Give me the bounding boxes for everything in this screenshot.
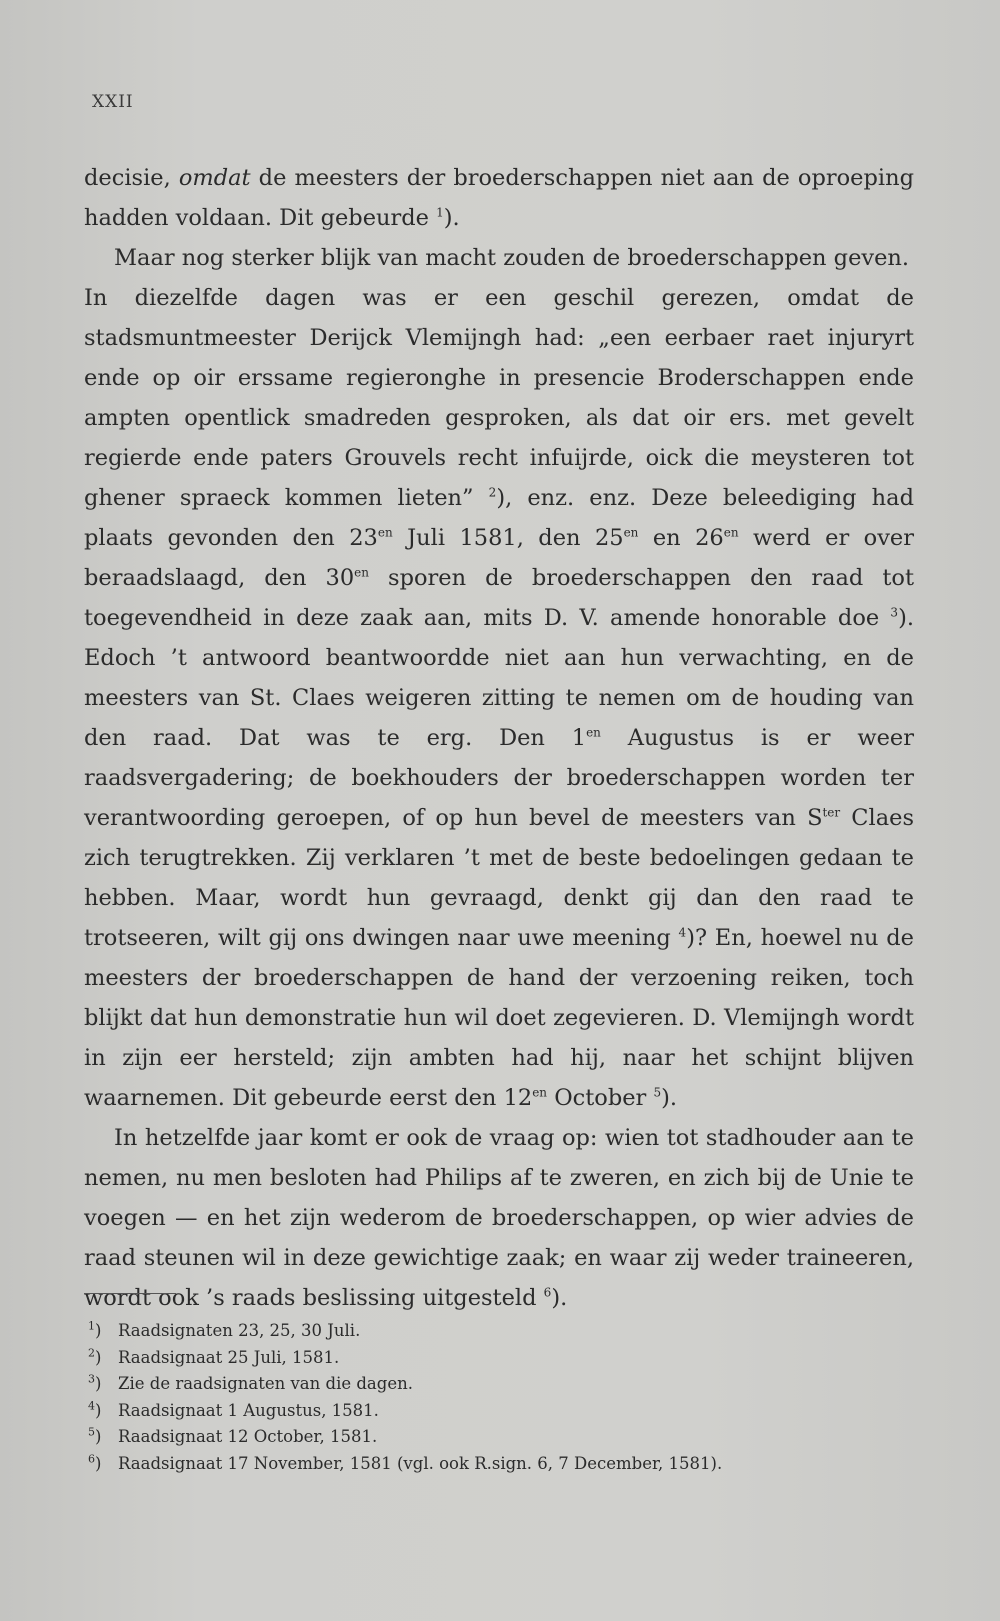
footnote-number: 6 xyxy=(88,1452,95,1465)
text-run: de meesters der broederschappen niet aan de oproeping hadden voldaan. Dit gebeurde xyxy=(84,165,914,231)
footnote xyxy=(88,1318,868,1345)
footnote-number: 3 xyxy=(88,1372,95,1386)
footnote-mark: $^5$) xyxy=(88,1425,102,1446)
text-run: In diezelfde dagen was er een geschil gerezen, omdat de stadsmuntmeester Derijck Vlemijngh had: „een eerbaer raet injuryrt ende op oir erssame regieronghe in presencie Broderschappen ende ampten opentlick smadreden gesproken, als dat oir ers. met gevelt regierde ende paters Grouvels recht infuijrde, oick die meysteren tot ghener spraeck kommen lieten” xyxy=(84,285,914,511)
ordinal-suffix: en xyxy=(532,1085,548,1100)
ordinal-suffix: en xyxy=(377,525,393,540)
footnote-text: Raadsignaat 17 November, 1581 (vgl. ook R.sign. 6, 7 December, 1581). xyxy=(118,1453,723,1473)
footnote-text: Raadsignaat 12 October, 1581. xyxy=(118,1427,378,1446)
text-run: ), enz. enz. Deze beleediging had plaats gevonden den 23 xyxy=(84,485,914,551)
paragraph xyxy=(84,158,914,238)
ordinal-suffix: en xyxy=(723,525,739,540)
text-run: October xyxy=(547,1085,654,1111)
footnote xyxy=(88,1424,868,1451)
footnote-number: 2 xyxy=(88,1346,95,1359)
footnote-mark: $^3$) xyxy=(88,1372,102,1393)
text-run: ). xyxy=(661,1085,678,1111)
footnote-mark: $^6$) xyxy=(88,1452,102,1473)
text-run: Augustus is er weer raadsvergadering; de boekhouders der broederschappen worden ter verantwoording geroepen, of op hun bevel de meesters van S xyxy=(84,725,914,831)
footnote xyxy=(88,1371,868,1398)
footnote-ref: 5 xyxy=(653,1085,662,1100)
ordinal-suffix: en xyxy=(354,565,369,580)
ordinal-suffix: en xyxy=(623,525,639,540)
footnote-ref: 4 xyxy=(678,925,687,940)
footnote-text: Raadsignaat 25 Juli, 1581. xyxy=(118,1347,340,1367)
paragraph xyxy=(84,278,914,1118)
text-run: en 26 xyxy=(638,525,724,551)
footnote-ref: 1 xyxy=(436,205,444,220)
text-run: )? En, hoewel nu de meesters der broederschappen de hand der verzoening reiken, toch blijkt dat hun demonstratie hun wil doet zegevieren. D. Vlemijngh wordt in zijn eer hersteld; zijn ambten had hij, naar het schijnt blijven waarnemen. Dit gebeurde eerst den 12 xyxy=(84,925,915,1111)
ordinal-suffix: en xyxy=(586,725,601,740)
footnote xyxy=(88,1451,868,1478)
footnote-number: 1 xyxy=(88,1319,95,1333)
text-run: ). Edoch ’t antwoord beantwoordde niet aan hun verwachting, en de meesters van St. Claes weigeren zitting te nemen om de houding van den raad. Dat was te erg. Den 1 xyxy=(84,605,914,751)
body-text xyxy=(84,158,914,1318)
footnote xyxy=(88,1398,868,1425)
footnotes xyxy=(88,1318,868,1477)
footnote-mark: $^4$) xyxy=(88,1399,102,1420)
text-run: Claes zich terugtrekken. Zij verklaren ’t met de beste bedoelingen gedaan te hebben. Maar, wordt hun gevraagd, denkt gij dan den raad te trotseeren, wilt gij ons dwingen naar uwe meening xyxy=(84,805,914,951)
text-run: Juli 1581, den 25 xyxy=(392,525,624,551)
footnote-rule xyxy=(84,1293,176,1294)
footnote-mark: $^1$) xyxy=(88,1319,102,1340)
paragraph xyxy=(84,1118,914,1318)
footnote xyxy=(88,1345,868,1372)
footnote-ref: 3 xyxy=(890,605,899,620)
ordinal-suffix: ter xyxy=(822,805,841,820)
text-run: werd er over beraadslaagd, den 30 xyxy=(84,525,915,591)
text-run: Maar nog sterker blijk van macht zouden de broederschappen geven. xyxy=(114,245,910,271)
paragraph xyxy=(84,238,914,278)
footnote-text: Raadsignaten 23, 25, 30 Juli. xyxy=(118,1321,361,1340)
footnote-ref: 6 xyxy=(543,1285,552,1300)
text-run: In hetzelfde jaar komt er ook de vraag op: wien tot stadhouder aan te nemen, nu men besloten had Philips af te zweren, en zich bij de Unie te voegen — en het zijn wederom de broederschappen, op wier advies de raad steunen wil in deze gewichtige zaak; en waar zij weder traineeren, wordt ook ’s raads beslissing uitgesteld xyxy=(84,1125,914,1311)
text-run: ). xyxy=(443,205,460,231)
footnote-number: 5 xyxy=(88,1425,95,1439)
footnote-text: Zie de raadsignaten van die dagen. xyxy=(118,1374,413,1393)
page-number: XXII xyxy=(92,92,134,112)
footnote-text: Raadsignaat 1 Augustus, 1581. xyxy=(118,1400,379,1420)
text-run: sporen de broederschappen den raad tot toegevendheid in deze zaak aan, mits D. V. amende honorable doe xyxy=(84,565,914,631)
footnote-number: 4 xyxy=(88,1399,95,1412)
text-run: decisie, xyxy=(84,165,179,191)
text-run: ). xyxy=(551,1285,568,1311)
text-run-italic: omdat xyxy=(178,165,251,191)
footnote-mark: $^2$) xyxy=(88,1346,102,1367)
footnote-ref: 2 xyxy=(488,485,497,500)
